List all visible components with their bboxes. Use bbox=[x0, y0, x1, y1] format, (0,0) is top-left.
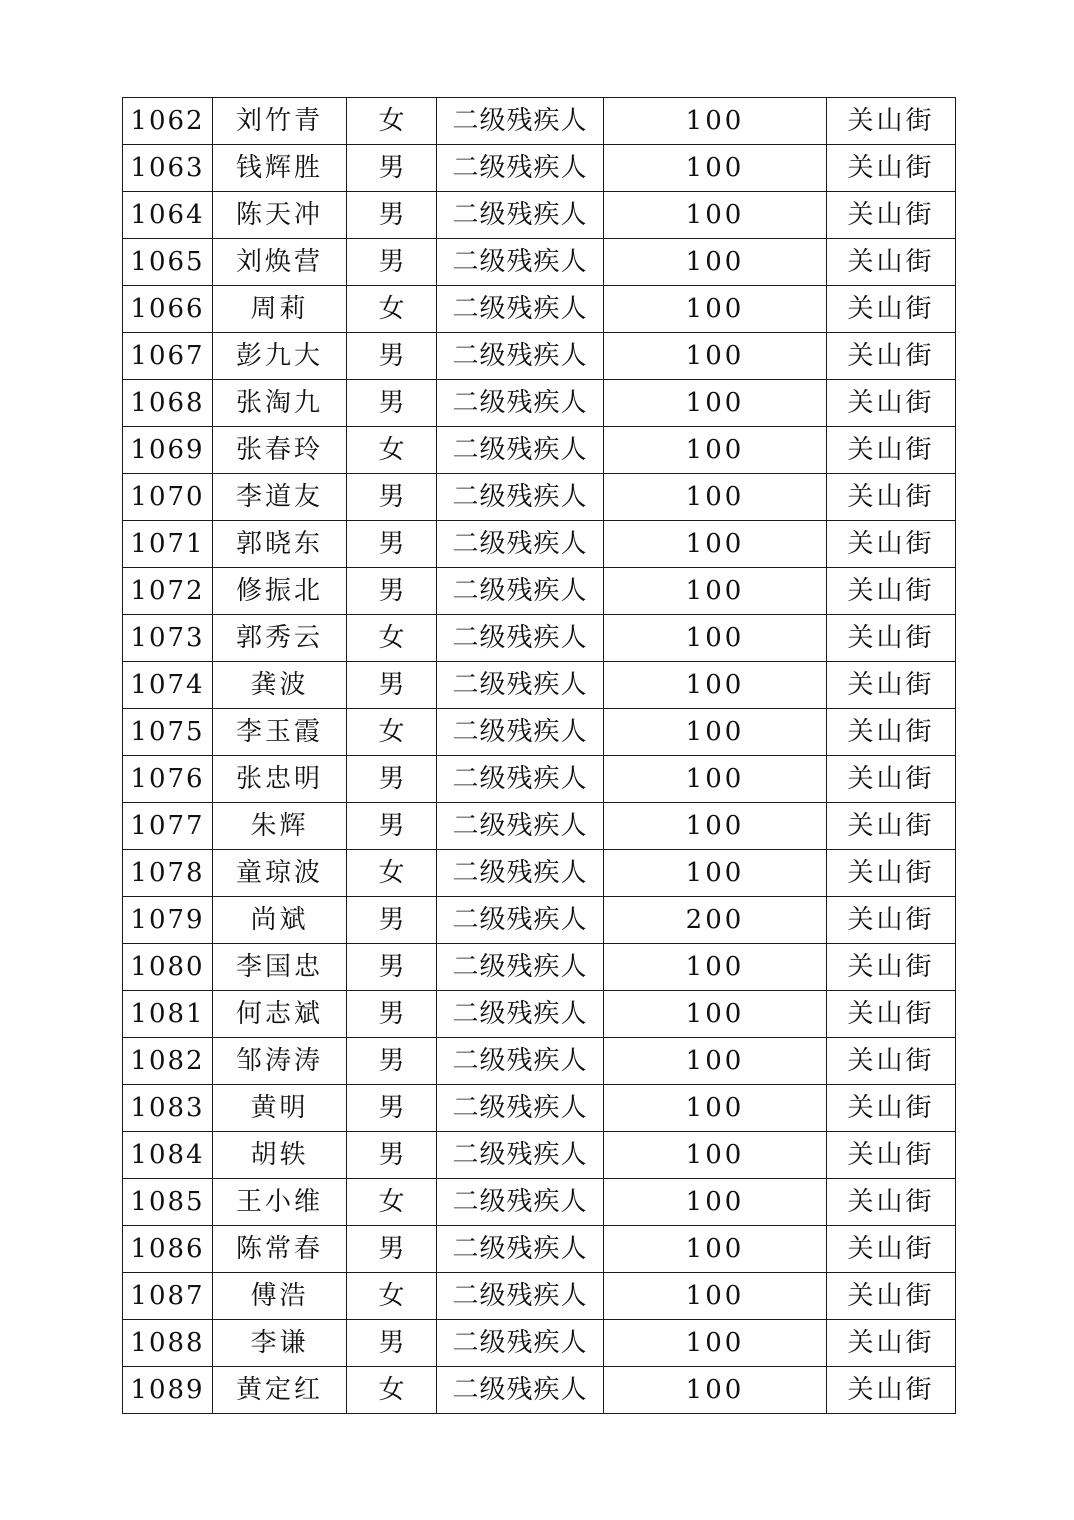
cell-gender: 男 bbox=[347, 756, 437, 803]
cell-disability-level: 二级残疾人 bbox=[437, 803, 604, 850]
table-row bbox=[123, 427, 956, 474]
table-row bbox=[123, 756, 956, 803]
cell-gender: 女 bbox=[347, 850, 437, 897]
cell-street: 关山街 bbox=[827, 474, 956, 521]
cell-street: 关山街 bbox=[827, 568, 956, 615]
cell-disability-level: 二级残疾人 bbox=[437, 427, 604, 474]
cell-name: 何志斌 bbox=[213, 991, 347, 1038]
cell-name: 修振北 bbox=[213, 568, 347, 615]
cell-amount: 100 bbox=[604, 98, 827, 145]
cell-gender: 男 bbox=[347, 803, 437, 850]
cell-disability-level: 二级残疾人 bbox=[437, 474, 604, 521]
cell-disability-level: 二级残疾人 bbox=[437, 1367, 604, 1414]
cell-name: 黄定红 bbox=[213, 1367, 347, 1414]
cell-disability-level: 二级残疾人 bbox=[437, 662, 604, 709]
cell-name: 张忠明 bbox=[213, 756, 347, 803]
cell-serial-number: 1079 bbox=[123, 897, 213, 944]
cell-name: 邹涛涛 bbox=[213, 1038, 347, 1085]
cell-disability-level: 二级残疾人 bbox=[437, 333, 604, 380]
table-row bbox=[123, 1038, 956, 1085]
cell-street: 关山街 bbox=[827, 427, 956, 474]
cell-gender: 男 bbox=[347, 474, 437, 521]
table-row bbox=[123, 709, 956, 756]
cell-gender: 女 bbox=[347, 427, 437, 474]
cell-gender: 男 bbox=[347, 897, 437, 944]
cell-amount: 200 bbox=[604, 897, 827, 944]
cell-gender: 男 bbox=[347, 521, 437, 568]
table-row bbox=[123, 239, 956, 286]
cell-name: 朱辉 bbox=[213, 803, 347, 850]
cell-amount: 100 bbox=[604, 1038, 827, 1085]
cell-serial-number: 1074 bbox=[123, 662, 213, 709]
cell-gender: 男 bbox=[347, 380, 437, 427]
cell-gender: 女 bbox=[347, 709, 437, 756]
cell-name: 黄明 bbox=[213, 1085, 347, 1132]
cell-disability-level: 二级残疾人 bbox=[437, 1179, 604, 1226]
cell-serial-number: 1067 bbox=[123, 333, 213, 380]
cell-serial-number: 1078 bbox=[123, 850, 213, 897]
cell-serial-number: 1062 bbox=[123, 98, 213, 145]
cell-amount: 100 bbox=[604, 521, 827, 568]
cell-serial-number: 1076 bbox=[123, 756, 213, 803]
cell-serial-number: 1064 bbox=[123, 192, 213, 239]
cell-serial-number: 1071 bbox=[123, 521, 213, 568]
cell-gender: 男 bbox=[347, 239, 437, 286]
cell-serial-number: 1075 bbox=[123, 709, 213, 756]
cell-street: 关山街 bbox=[827, 286, 956, 333]
cell-serial-number: 1088 bbox=[123, 1320, 213, 1367]
table-row bbox=[123, 615, 956, 662]
cell-street: 关山街 bbox=[827, 1367, 956, 1414]
table-row bbox=[123, 568, 956, 615]
cell-name: 彭九大 bbox=[213, 333, 347, 380]
table-row bbox=[123, 1320, 956, 1367]
cell-amount: 100 bbox=[604, 1226, 827, 1273]
cell-gender: 女 bbox=[347, 1367, 437, 1414]
cell-amount: 100 bbox=[604, 709, 827, 756]
cell-amount: 100 bbox=[604, 1179, 827, 1226]
cell-disability-level: 二级残疾人 bbox=[437, 98, 604, 145]
cell-serial-number: 1073 bbox=[123, 615, 213, 662]
cell-amount: 100 bbox=[604, 380, 827, 427]
cell-disability-level: 二级残疾人 bbox=[437, 1273, 604, 1320]
cell-name: 陈常春 bbox=[213, 1226, 347, 1273]
table-row bbox=[123, 1226, 956, 1273]
cell-street: 关山街 bbox=[827, 662, 956, 709]
cell-street: 关山街 bbox=[827, 1038, 956, 1085]
cell-serial-number: 1072 bbox=[123, 568, 213, 615]
table-row bbox=[123, 145, 956, 192]
cell-serial-number: 1065 bbox=[123, 239, 213, 286]
cell-serial-number: 1086 bbox=[123, 1226, 213, 1273]
cell-serial-number: 1085 bbox=[123, 1179, 213, 1226]
cell-name: 尚斌 bbox=[213, 897, 347, 944]
cell-amount: 100 bbox=[604, 427, 827, 474]
cell-street: 关山街 bbox=[827, 944, 956, 991]
cell-name: 童琼波 bbox=[213, 850, 347, 897]
cell-amount: 100 bbox=[604, 1320, 827, 1367]
table-row bbox=[123, 1132, 956, 1179]
cell-gender: 男 bbox=[347, 1226, 437, 1273]
cell-amount: 100 bbox=[604, 1085, 827, 1132]
cell-serial-number: 1082 bbox=[123, 1038, 213, 1085]
cell-amount: 100 bbox=[604, 803, 827, 850]
cell-disability-level: 二级残疾人 bbox=[437, 192, 604, 239]
cell-name: 张淘九 bbox=[213, 380, 347, 427]
cell-gender: 女 bbox=[347, 615, 437, 662]
table-row bbox=[123, 333, 956, 380]
cell-gender: 男 bbox=[347, 568, 437, 615]
cell-name: 郭秀云 bbox=[213, 615, 347, 662]
cell-gender: 男 bbox=[347, 145, 437, 192]
cell-serial-number: 1063 bbox=[123, 145, 213, 192]
cell-amount: 100 bbox=[604, 286, 827, 333]
cell-serial-number: 1083 bbox=[123, 1085, 213, 1132]
cell-disability-level: 二级残疾人 bbox=[437, 145, 604, 192]
cell-amount: 100 bbox=[604, 474, 827, 521]
cell-amount: 100 bbox=[604, 192, 827, 239]
table-row bbox=[123, 850, 956, 897]
cell-gender: 女 bbox=[347, 286, 437, 333]
cell-street: 关山街 bbox=[827, 98, 956, 145]
cell-name: 傅浩 bbox=[213, 1273, 347, 1320]
table-row bbox=[123, 662, 956, 709]
cell-name: 王小维 bbox=[213, 1179, 347, 1226]
table-row bbox=[123, 1367, 956, 1414]
cell-name: 李国忠 bbox=[213, 944, 347, 991]
cell-disability-level: 二级残疾人 bbox=[437, 568, 604, 615]
cell-gender: 男 bbox=[347, 1085, 437, 1132]
table-row bbox=[123, 286, 956, 333]
cell-gender: 男 bbox=[347, 1320, 437, 1367]
cell-amount: 100 bbox=[604, 568, 827, 615]
table-row bbox=[123, 380, 956, 427]
cell-gender: 男 bbox=[347, 662, 437, 709]
table-row bbox=[123, 474, 956, 521]
cell-serial-number: 1066 bbox=[123, 286, 213, 333]
cell-amount: 100 bbox=[604, 1132, 827, 1179]
cell-serial-number: 1077 bbox=[123, 803, 213, 850]
cell-disability-level: 二级残疾人 bbox=[437, 521, 604, 568]
table-row bbox=[123, 897, 956, 944]
cell-name: 郭晓东 bbox=[213, 521, 347, 568]
cell-amount: 100 bbox=[604, 615, 827, 662]
cell-street: 关山街 bbox=[827, 521, 956, 568]
cell-serial-number: 1070 bbox=[123, 474, 213, 521]
table-row bbox=[123, 521, 956, 568]
cell-disability-level: 二级残疾人 bbox=[437, 286, 604, 333]
cell-name: 周莉 bbox=[213, 286, 347, 333]
cell-gender: 女 bbox=[347, 1179, 437, 1226]
cell-gender: 男 bbox=[347, 991, 437, 1038]
cell-name: 李玉霞 bbox=[213, 709, 347, 756]
cell-street: 关山街 bbox=[827, 1085, 956, 1132]
cell-amount: 100 bbox=[604, 662, 827, 709]
cell-disability-level: 二级残疾人 bbox=[437, 1085, 604, 1132]
cell-street: 关山街 bbox=[827, 239, 956, 286]
cell-amount: 100 bbox=[604, 944, 827, 991]
cell-disability-level: 二级残疾人 bbox=[437, 1038, 604, 1085]
table-row bbox=[123, 944, 956, 991]
table-body bbox=[123, 98, 956, 1414]
cell-gender: 男 bbox=[347, 1038, 437, 1085]
cell-serial-number: 1087 bbox=[123, 1273, 213, 1320]
cell-street: 关山街 bbox=[827, 709, 956, 756]
cell-street: 关山街 bbox=[827, 145, 956, 192]
cell-disability-level: 二级残疾人 bbox=[437, 1320, 604, 1367]
table-row bbox=[123, 991, 956, 1038]
cell-street: 关山街 bbox=[827, 850, 956, 897]
table-row bbox=[123, 803, 956, 850]
cell-street: 关山街 bbox=[827, 1179, 956, 1226]
cell-disability-level: 二级残疾人 bbox=[437, 944, 604, 991]
cell-gender: 男 bbox=[347, 333, 437, 380]
cell-serial-number: 1084 bbox=[123, 1132, 213, 1179]
cell-street: 关山街 bbox=[827, 615, 956, 662]
cell-disability-level: 二级残疾人 bbox=[437, 380, 604, 427]
cell-street: 关山街 bbox=[827, 1273, 956, 1320]
cell-gender: 女 bbox=[347, 98, 437, 145]
cell-amount: 100 bbox=[604, 333, 827, 380]
cell-name: 龚波 bbox=[213, 662, 347, 709]
cell-street: 关山街 bbox=[827, 1320, 956, 1367]
cell-street: 关山街 bbox=[827, 991, 956, 1038]
cell-serial-number: 1080 bbox=[123, 944, 213, 991]
cell-street: 关山街 bbox=[827, 756, 956, 803]
cell-name: 刘焕营 bbox=[213, 239, 347, 286]
cell-amount: 100 bbox=[604, 1367, 827, 1414]
cell-disability-level: 二级残疾人 bbox=[437, 239, 604, 286]
cell-serial-number: 1089 bbox=[123, 1367, 213, 1414]
cell-serial-number: 1068 bbox=[123, 380, 213, 427]
cell-disability-level: 二级残疾人 bbox=[437, 615, 604, 662]
cell-amount: 100 bbox=[604, 991, 827, 1038]
cell-street: 关山街 bbox=[827, 333, 956, 380]
cell-gender: 男 bbox=[347, 944, 437, 991]
cell-street: 关山街 bbox=[827, 1226, 956, 1273]
cell-street: 关山街 bbox=[827, 803, 956, 850]
cell-serial-number: 1069 bbox=[123, 427, 213, 474]
cell-serial-number: 1081 bbox=[123, 991, 213, 1038]
cell-disability-level: 二级残疾人 bbox=[437, 709, 604, 756]
cell-amount: 100 bbox=[604, 145, 827, 192]
table-row bbox=[123, 1179, 956, 1226]
cell-name: 张春玲 bbox=[213, 427, 347, 474]
cell-name: 刘竹青 bbox=[213, 98, 347, 145]
cell-street: 关山街 bbox=[827, 1132, 956, 1179]
cell-amount: 100 bbox=[604, 1273, 827, 1320]
table-row bbox=[123, 192, 956, 239]
cell-disability-level: 二级残疾人 bbox=[437, 756, 604, 803]
cell-disability-level: 二级残疾人 bbox=[437, 897, 604, 944]
cell-street: 关山街 bbox=[827, 380, 956, 427]
cell-name: 胡轶 bbox=[213, 1132, 347, 1179]
table-row bbox=[123, 1273, 956, 1320]
cell-name: 李谦 bbox=[213, 1320, 347, 1367]
disability-subsidy-table bbox=[122, 97, 956, 1414]
table-row bbox=[123, 1085, 956, 1132]
cell-street: 关山街 bbox=[827, 897, 956, 944]
cell-disability-level: 二级残疾人 bbox=[437, 991, 604, 1038]
cell-name: 钱辉胜 bbox=[213, 145, 347, 192]
cell-gender: 男 bbox=[347, 192, 437, 239]
cell-name: 陈天冲 bbox=[213, 192, 347, 239]
cell-disability-level: 二级残疾人 bbox=[437, 1226, 604, 1273]
cell-gender: 女 bbox=[347, 1273, 437, 1320]
cell-disability-level: 二级残疾人 bbox=[437, 1132, 604, 1179]
cell-disability-level: 二级残疾人 bbox=[437, 850, 604, 897]
cell-amount: 100 bbox=[604, 850, 827, 897]
cell-amount: 100 bbox=[604, 239, 827, 286]
cell-street: 关山街 bbox=[827, 192, 956, 239]
cell-amount: 100 bbox=[604, 756, 827, 803]
cell-gender: 男 bbox=[347, 1132, 437, 1179]
cell-name: 李道友 bbox=[213, 474, 347, 521]
table-row bbox=[123, 98, 956, 145]
